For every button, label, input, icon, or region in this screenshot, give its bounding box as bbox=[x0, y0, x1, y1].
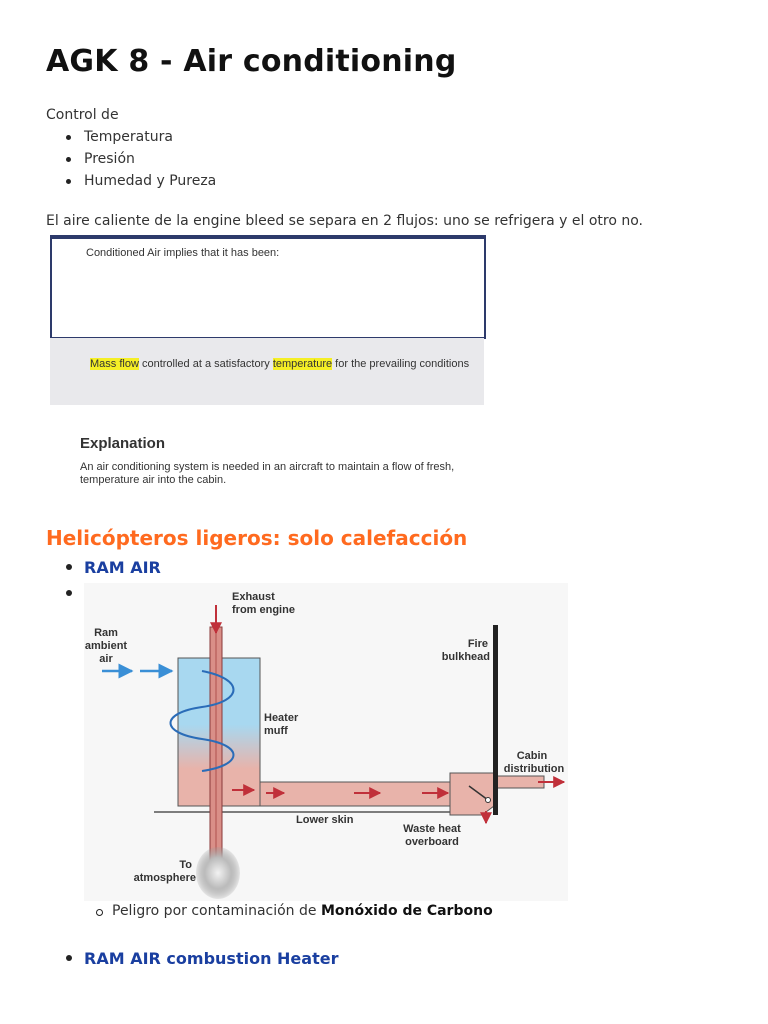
label-muff: muff bbox=[264, 725, 288, 737]
label-air: air bbox=[99, 653, 113, 665]
sub-bullet-co-danger bbox=[96, 903, 493, 919]
label-from-engine: from engine bbox=[232, 604, 295, 616]
control-list bbox=[46, 126, 216, 192]
label-atmosphere: atmosphere bbox=[133, 872, 196, 884]
label-fire: Fire bbox=[467, 638, 488, 650]
answer-text bbox=[90, 358, 470, 371]
label-ambient: ambient bbox=[84, 640, 128, 652]
label-ram: Ram bbox=[94, 627, 118, 639]
question-box bbox=[50, 235, 486, 339]
explanation-title: Explanation bbox=[80, 435, 166, 452]
question-prompt: Conditioned Air implies that it has been: bbox=[86, 247, 280, 259]
answer-box bbox=[50, 338, 484, 405]
list-item: Presión bbox=[66, 148, 216, 170]
exhaust-smoke bbox=[196, 847, 240, 899]
list-item: Temperatura bbox=[66, 126, 216, 148]
label-waste-heat: Waste heat bbox=[403, 823, 461, 835]
heater-muff-diagram bbox=[84, 583, 568, 901]
bullet-diagram bbox=[66, 584, 76, 598]
bleed-paragraph: El aire caliente de la engine bleed se separa en 2 flujos: uno se refrigera y el otro no. bbox=[46, 213, 643, 229]
bullet-ram-air-label: RAM AIR bbox=[84, 558, 161, 577]
bullet-ram-air-combustion-heater[interactable] bbox=[66, 949, 338, 968]
intro-label: Control de bbox=[46, 107, 119, 123]
page-title: AGK 8 - Air conditioning bbox=[46, 44, 457, 79]
label-lower-skin: Lower skin bbox=[296, 814, 354, 826]
danger-bold: Monóxido de Carbono bbox=[320, 903, 493, 919]
highlight-temperature: temperature bbox=[272, 358, 333, 370]
answer-end: for the prevailing conditions bbox=[332, 358, 470, 370]
label-bulkhead: bulkhead bbox=[441, 651, 490, 663]
label-to: To bbox=[179, 859, 192, 871]
bullet-combustion-label: RAM AIR combustion Heater bbox=[84, 949, 339, 968]
cabin-valve-box bbox=[450, 773, 494, 815]
label-heater: Heater bbox=[264, 712, 299, 724]
label-overboard: overboard bbox=[405, 836, 459, 848]
label-exhaust: Exhaust bbox=[232, 591, 275, 603]
answer-middle: controlled at a satisfactory bbox=[138, 358, 273, 370]
highlight-mass-flow: Mass flow bbox=[90, 358, 139, 370]
valve-pivot bbox=[486, 798, 491, 803]
bullet-ram-air[interactable] bbox=[66, 558, 161, 577]
section-heading: Helicópteros ligeros: solo calefacción bbox=[46, 526, 468, 550]
intro-block bbox=[46, 104, 216, 192]
fire-bulkhead bbox=[493, 625, 498, 815]
explanation-text: An air conditioning system is needed in an aircraft to maintain a flow of fresh, temperature air into the cabin. bbox=[80, 461, 455, 486]
danger-text: Peligro por contaminación de bbox=[112, 903, 321, 919]
label-distribution: distribution bbox=[503, 763, 565, 775]
label-cabin: Cabin bbox=[516, 750, 548, 762]
list-item: Humedad y Pureza bbox=[66, 170, 216, 192]
cabin-outlet bbox=[494, 776, 544, 788]
